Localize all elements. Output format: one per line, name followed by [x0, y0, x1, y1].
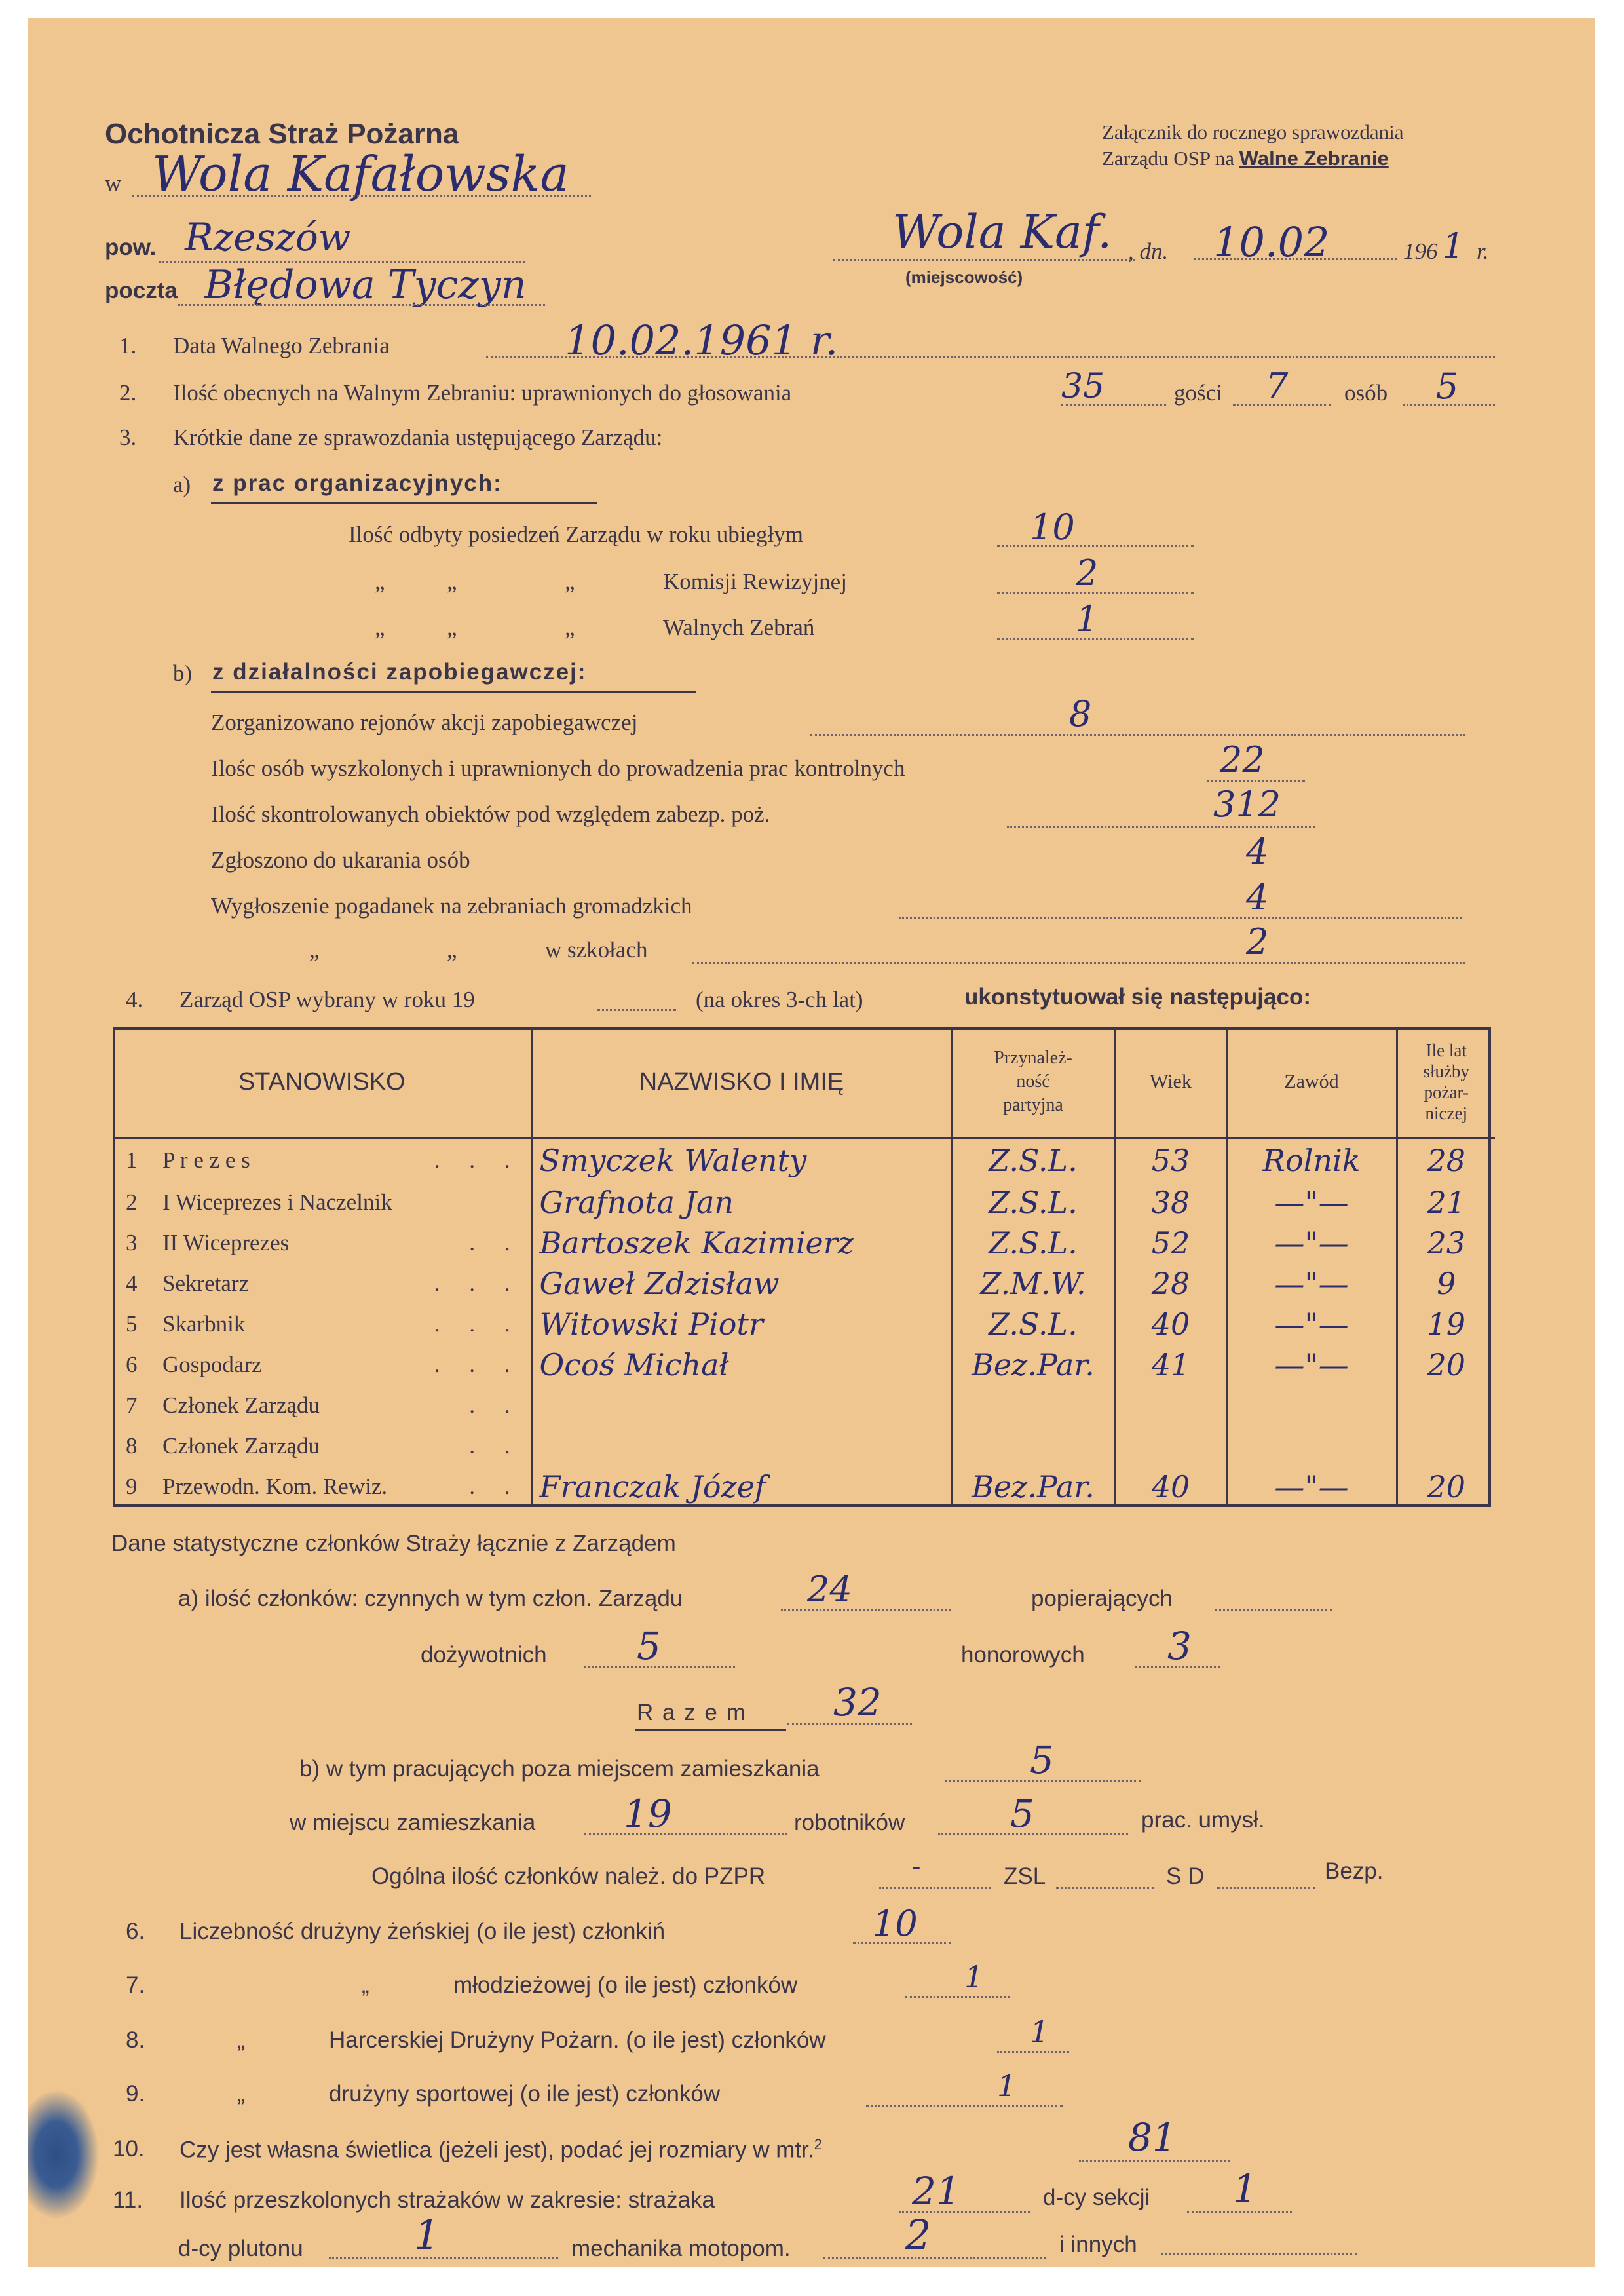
- position-dots: . . .: [434, 1311, 522, 1337]
- item9-dotline: [866, 2105, 1063, 2107]
- item4-label: Zarząd OSP wybrany w roku 19: [179, 987, 475, 1012]
- row-number: 9: [126, 1474, 138, 1499]
- attachment-line2: [1102, 147, 1389, 170]
- in-place-value: 19: [624, 1791, 672, 1836]
- b6-ditto-1: „: [309, 937, 320, 963]
- b5-label: Wygłoszenie pogadanek na zebraniach gromadzkich: [211, 893, 692, 919]
- bezp-label: Bezp.: [1325, 1858, 1384, 1884]
- table-row: [113, 1426, 1495, 1466]
- zsl-dotline: [1056, 1887, 1154, 1889]
- cell-position: [113, 1385, 532, 1426]
- cell-profession: [1226, 1385, 1397, 1426]
- item2-number: 2.: [119, 380, 137, 406]
- item8-ditto: „: [237, 2027, 245, 2053]
- a2-ditto-2: „: [447, 569, 457, 594]
- place-name: Wola Kaf.: [892, 205, 1112, 259]
- pzpr-value: -: [912, 1852, 921, 1882]
- item8-label: Harcerskiej Drużyny Pożarn. (o ile jest) członków: [329, 2027, 826, 2053]
- cell-profession: —"—: [1226, 1263, 1397, 1304]
- item4-constituted: ukonstytuował się następująco:: [964, 984, 1311, 1010]
- header-years-line2: służby: [1423, 1062, 1469, 1082]
- a3-ditto-3: „: [565, 615, 575, 640]
- item9-label: drużyny sportowej (o ile jest) członków: [329, 2081, 721, 2107]
- item10-label: [179, 2136, 822, 2164]
- outside-value: 5: [1030, 1738, 1054, 1782]
- others-label: i innych: [1059, 2232, 1137, 2257]
- cell-years: 21: [1427, 1185, 1466, 1220]
- section-a-prefix: a): [173, 472, 191, 497]
- clerks-label: prac. umysł.: [1141, 1807, 1265, 1833]
- honorary-value: 3: [1167, 1624, 1192, 1668]
- lifetime-dotline: [584, 1666, 735, 1668]
- position-dots: . . .: [434, 1352, 522, 1377]
- item11-number: 11.: [113, 2187, 143, 2213]
- honorary-label: honorowych: [961, 1642, 1085, 1668]
- attachment-bold: Walne Zebranie: [1239, 147, 1389, 170]
- row-number: 6: [126, 1352, 138, 1377]
- powiat-name: Rzeszów: [185, 215, 351, 259]
- item10-value: 81: [1128, 2115, 1177, 2160]
- item10-dotline: [1079, 2160, 1230, 2162]
- workers-label: robotników: [794, 1810, 905, 1835]
- table-row: [113, 1304, 1495, 1345]
- attachment-line2-text: Zarządu OSP na: [1102, 147, 1235, 170]
- cell-age: 40: [1115, 1304, 1226, 1345]
- item7-ditto: „: [362, 1972, 369, 1998]
- cell-position: [113, 1426, 532, 1466]
- item3-number: 3.: [119, 425, 137, 450]
- position-label: Członek Zarządu: [162, 1392, 320, 1418]
- cell-age: 52: [1115, 1223, 1226, 1263]
- table-header-row: [113, 1027, 1495, 1138]
- item10-label-text: Czy jest własna świetlica (jeżeli jest), podać jej rozmiary w mtr.: [179, 2137, 814, 2163]
- platoon-dotline: [329, 2257, 558, 2259]
- item7-value: 1: [964, 1959, 984, 1995]
- b1-label: Zorganizowano rejonów akcji zapobiegawczej: [211, 710, 638, 735]
- in-place-dotline: [584, 1833, 787, 1835]
- cell-name: Witowski Piotr: [532, 1304, 951, 1345]
- platoon-label: d-cy plutonu: [178, 2236, 303, 2261]
- others-dotline: [1161, 2253, 1357, 2255]
- row-number: 7: [126, 1392, 138, 1418]
- meeting-date: 10.02.1961 r.: [565, 316, 839, 364]
- item6-number: 6.: [126, 1919, 145, 1944]
- item7-dotline: [905, 1996, 1010, 1998]
- dn-label: , dn.: [1128, 239, 1169, 264]
- position-label: Członek Zarządu: [162, 1433, 320, 1459]
- item8-number: 8.: [126, 2027, 145, 2053]
- b6-dotline: [692, 962, 1465, 964]
- section-a-underline: [211, 502, 597, 504]
- total-dotline: [787, 1723, 912, 1725]
- cell-party: Bez.Par.: [951, 1345, 1115, 1385]
- supporting-dotline: [1215, 1609, 1332, 1611]
- outside-dotline: [945, 1780, 1141, 1782]
- item6-label: Liczebność drużyny żeńskiej (o ile jest) członkiń: [179, 1919, 666, 1944]
- b1-dotline: [810, 734, 1465, 736]
- item9-ditto: „: [237, 2081, 245, 2107]
- cell-years: 20: [1427, 1469, 1466, 1504]
- header-years-line3: pożar-: [1424, 1082, 1469, 1103]
- item1-number: 1.: [119, 333, 137, 358]
- position-label: P r e z e s: [162, 1147, 250, 1173]
- b4-label: Zgłoszono do ukarania osób: [211, 847, 470, 873]
- header-name: NAZWISKO I IMIĘ: [532, 1027, 951, 1138]
- a1-dotline: [997, 545, 1194, 547]
- cell-name: Bartoszek Kazimierz: [532, 1223, 951, 1263]
- place-caption: (miejscowość): [905, 267, 1023, 287]
- sd-label: S D: [1166, 1864, 1205, 1889]
- a3-label: Walnych Zebrań: [663, 615, 815, 640]
- section-b-prefix: b): [173, 660, 193, 686]
- a2-ditto-1: „: [375, 569, 385, 594]
- header-years: [1397, 1027, 1495, 1138]
- item2-label: Ilość obecnych na Walnym Zebraniu: uprawnionych do głosowania: [173, 380, 792, 406]
- position-label: Skarbnik: [162, 1311, 246, 1337]
- cell-profession: —"—: [1226, 1466, 1397, 1507]
- cell-profession: —"—: [1226, 1182, 1397, 1223]
- position-dots: . .: [469, 1392, 522, 1418]
- row-number: 2: [126, 1189, 138, 1215]
- stats-intro: Dane statystyczne członków Straży łącznie z Zarządem: [111, 1531, 676, 1556]
- b5-value: 4: [1246, 877, 1269, 918]
- total-value: 32: [833, 1680, 882, 1725]
- b3-label: Ilość skontrolowanych obiektów pod względem zabezp. poż.: [211, 801, 770, 827]
- cell-name: Grafnota Jan: [532, 1182, 951, 1223]
- attachment-line1: Załącznik do rocznego sprawozdania: [1102, 121, 1404, 144]
- cell-years: 20: [1427, 1347, 1466, 1383]
- item9-number: 9.: [126, 2081, 145, 2107]
- board-table: [113, 1027, 1495, 1507]
- cell-profession: —"—: [1226, 1345, 1397, 1385]
- position-label: II Wiceprezes: [162, 1230, 290, 1255]
- cell-position: [113, 1138, 532, 1182]
- document-page: [28, 18, 1595, 2267]
- a3-ditto-2: „: [447, 615, 457, 640]
- item3-label: Krótkie dane ze sprawozdania ustępującego Zarządu:: [173, 425, 663, 450]
- position-label: Przewodn. Kom. Rewiz.: [162, 1474, 388, 1499]
- b6-ditto-2: „: [447, 937, 457, 963]
- guests-dotline: [1233, 404, 1331, 406]
- cell-years: 19: [1427, 1307, 1466, 1342]
- header-profession: Zawód: [1226, 1027, 1397, 1138]
- table-row: [113, 1345, 1495, 1385]
- item7-label: młodzieżowej (o ile jest) członków: [453, 1972, 798, 1998]
- item7-number: 7.: [126, 1972, 145, 1998]
- cell-age: 28: [1115, 1263, 1226, 1304]
- item9-value: 1: [997, 2068, 1017, 2103]
- item6-value: 10: [873, 1903, 918, 1944]
- total-label: R a z e m: [637, 1700, 747, 1725]
- cell-position: [113, 1223, 532, 1263]
- row-number: 4: [126, 1271, 138, 1296]
- workers-dotline: [938, 1833, 1128, 1835]
- item8-dotline: [997, 2051, 1069, 2053]
- table-row: [113, 1385, 1495, 1426]
- position-label: I Wiceprezes i Naczelnik: [162, 1189, 392, 1215]
- cell-age: 41: [1115, 1345, 1226, 1385]
- b6-label: w szkołach: [545, 937, 648, 963]
- cell-name: Smyczek Walenty: [532, 1138, 951, 1182]
- b3-dotline: [1007, 826, 1315, 828]
- mechanic-value: 2: [905, 2211, 932, 2259]
- b2-value: 22: [1220, 739, 1265, 780]
- cell-years: 9: [1437, 1266, 1456, 1301]
- cell-party: Z.S.L.: [951, 1223, 1115, 1263]
- cell-position: [113, 1304, 532, 1345]
- table-row: [113, 1263, 1495, 1304]
- cell-party: Bez.Par.: [951, 1466, 1115, 1507]
- mechanic-dotline: [823, 2257, 1046, 2259]
- zsl-label: ZSL: [1004, 1864, 1046, 1889]
- cell-years: [1397, 1426, 1495, 1466]
- poczta-label: poczta: [105, 278, 178, 303]
- cell-age: [1115, 1385, 1226, 1426]
- place-dotline: [833, 259, 1135, 261]
- cell-age: 38: [1115, 1182, 1226, 1223]
- b4-value: 4: [1246, 831, 1269, 872]
- a1-value: 10: [1030, 507, 1075, 548]
- b3-value: 312: [1213, 784, 1281, 825]
- cell-party: Z.S.L.: [951, 1138, 1115, 1182]
- w-label: w: [105, 170, 122, 196]
- item6-dotline: [853, 1942, 951, 1944]
- cell-position: [113, 1182, 532, 1223]
- cell-position: [113, 1263, 532, 1304]
- a2-dotline: [997, 592, 1194, 594]
- b5-dotline: [899, 917, 1462, 919]
- cell-name: Ocoś Michał: [532, 1345, 951, 1385]
- position-label: Sekretarz: [162, 1271, 250, 1296]
- mechanic-label: mechanika motopom.: [571, 2236, 791, 2261]
- position-dots: . . .: [434, 1271, 522, 1296]
- persons-label: osób: [1344, 380, 1388, 406]
- item1-dotline: [486, 356, 1495, 358]
- header-party-line3: partyjna: [1003, 1095, 1063, 1116]
- table-row: [113, 1138, 1495, 1182]
- cell-party: Z.S.L.: [951, 1182, 1115, 1223]
- cell-years: [1397, 1385, 1495, 1426]
- ink-stain: [28, 2089, 100, 2220]
- cell-profession: —"—: [1226, 1304, 1397, 1345]
- workers-value: 5: [1010, 1791, 1034, 1836]
- position-dots: . .: [469, 1230, 522, 1255]
- a1-label: Ilość odbyty posiedzeń Zarządu w roku ubiegłym: [349, 522, 803, 547]
- honorary-dotline: [1135, 1666, 1220, 1668]
- row-number: 8: [126, 1433, 138, 1459]
- party-membership-label: Ogólna ilość członków należ. do PZPR: [371, 1864, 766, 1889]
- section-cmd-dotline: [1187, 2211, 1292, 2213]
- row-number: 5: [126, 1311, 138, 1337]
- cell-profession: —"—: [1226, 1223, 1397, 1263]
- a3-ditto-1: „: [375, 615, 385, 640]
- b2-label: Ilośc osób wyszkolonych i uprawnionych do prowadzenia prac kontrolnych: [211, 756, 905, 781]
- table-row: [113, 1182, 1495, 1223]
- year-digit: 1: [1443, 227, 1465, 266]
- a2-ditto-3: „: [565, 569, 575, 594]
- header-age: Wiek: [1115, 1027, 1226, 1138]
- table-row: [113, 1223, 1495, 1263]
- header-position: STANOWISKO: [113, 1027, 532, 1138]
- a2-value: 2: [1076, 552, 1099, 594]
- sd-dotline: [1217, 1887, 1315, 1889]
- section-cmd-value: 1: [1233, 2166, 1257, 2211]
- position-dots: . .: [469, 1474, 522, 1499]
- poczta-dotline: [178, 304, 545, 306]
- position-label: Gospodarz: [162, 1352, 262, 1377]
- section-a-title: z prac organizacyjnych:: [212, 470, 502, 496]
- pzpr-dotline: [879, 1887, 991, 1889]
- a2-label: Komisji Rewizyjnej: [663, 569, 847, 594]
- header-years-line1: Ile lat: [1426, 1041, 1467, 1061]
- section-b-underline: [211, 691, 696, 693]
- village-dotline: [132, 195, 591, 197]
- header-years-line4: niczej: [1425, 1103, 1467, 1124]
- table-row: [113, 1466, 1495, 1507]
- voters-dotline: [1061, 404, 1166, 406]
- village-name: Wola Kafałowska: [152, 146, 569, 202]
- item4-number: 4.: [126, 987, 143, 1012]
- b6-value: 2: [1246, 921, 1269, 963]
- outside-label: b) w tym pracujących poza miejscem zamieszkania: [299, 1756, 820, 1782]
- year-prefix: 196: [1403, 239, 1438, 264]
- cell-position: [113, 1466, 532, 1507]
- guests-label: gości: [1174, 380, 1222, 406]
- cell-name: [532, 1426, 951, 1466]
- item8-value: 1: [1030, 2014, 1049, 2050]
- cell-age: 53: [1115, 1138, 1226, 1182]
- supporting-label: popierających: [1031, 1586, 1173, 1611]
- guests-value: 7: [1266, 366, 1289, 407]
- poczta-name: Błędowa Tyczyn: [204, 262, 527, 308]
- cell-party: Z.S.L.: [951, 1304, 1115, 1345]
- item10-sup: 2: [814, 2136, 822, 2152]
- header-party: [951, 1027, 1115, 1138]
- item1-label: Data Walnego Zebrania: [173, 333, 390, 358]
- in-place-label: w miejscu zamieszkania: [290, 1810, 536, 1835]
- cell-profession: [1226, 1426, 1397, 1466]
- date-dotline: [1194, 258, 1397, 260]
- voters-value: 35: [1061, 367, 1105, 406]
- row-number: 1: [126, 1147, 138, 1173]
- cell-years: 23: [1427, 1225, 1466, 1261]
- item11-label: Ilość przeszkolonych strażaków w zakresie: strażaka: [179, 2187, 715, 2213]
- cell-party: [951, 1426, 1115, 1466]
- item4-period: (na okres 3-ch lat): [696, 987, 863, 1012]
- position-dots: . .: [469, 1433, 522, 1459]
- lifetime-label: dożywotnich: [421, 1642, 547, 1668]
- org-title: Ochotnicza Straż Pożarna: [105, 118, 459, 150]
- persons-value: 5: [1436, 366, 1459, 407]
- b1-value: 8: [1069, 693, 1092, 735]
- item4-year-dotline: [597, 1009, 676, 1011]
- cell-party: Z.M.W.: [951, 1263, 1115, 1304]
- row-number: 3: [126, 1230, 138, 1255]
- header-party-line2: ność: [1016, 1071, 1050, 1092]
- cell-age: [1115, 1426, 1226, 1466]
- cell-party: [951, 1385, 1115, 1426]
- platoon-value: 1: [414, 2211, 440, 2259]
- cell-age: 40: [1115, 1466, 1226, 1507]
- lifetime-value: 5: [637, 1624, 661, 1668]
- section-b-title: z działalności zapobiegawczej:: [212, 659, 587, 685]
- pow-label: pow.: [105, 235, 157, 260]
- cell-years: 28: [1427, 1142, 1466, 1178]
- cell-name: Franczak Józef: [532, 1466, 951, 1507]
- year-suffix: r.: [1477, 239, 1489, 264]
- total-underline: [635, 1729, 786, 1731]
- a3-dotline: [997, 638, 1194, 640]
- cell-name: [532, 1385, 951, 1426]
- persons-dotline: [1403, 404, 1495, 406]
- cell-position: [113, 1345, 532, 1385]
- active-members-label: a) ilość członków: czynnych w tym człon. Zarządu: [178, 1586, 683, 1611]
- section-cmd-label: d-cy sekcji: [1043, 2185, 1150, 2210]
- active-dotline: [781, 1609, 951, 1611]
- header-party-line1: Przynależ-: [994, 1048, 1072, 1069]
- item10-number: 10.: [113, 2136, 145, 2162]
- b2-dotline: [1207, 780, 1305, 782]
- active-members-value: 24: [807, 1569, 852, 1610]
- item11-firefighter-value: 21: [912, 2169, 960, 2213]
- a3-value: 1: [1076, 598, 1099, 640]
- position-dots: . . .: [434, 1147, 522, 1173]
- cell-name: Gaweł Zdzisław: [532, 1263, 951, 1304]
- date-value: 10.02: [1213, 218, 1330, 266]
- cell-profession: Rolnik: [1226, 1138, 1397, 1182]
